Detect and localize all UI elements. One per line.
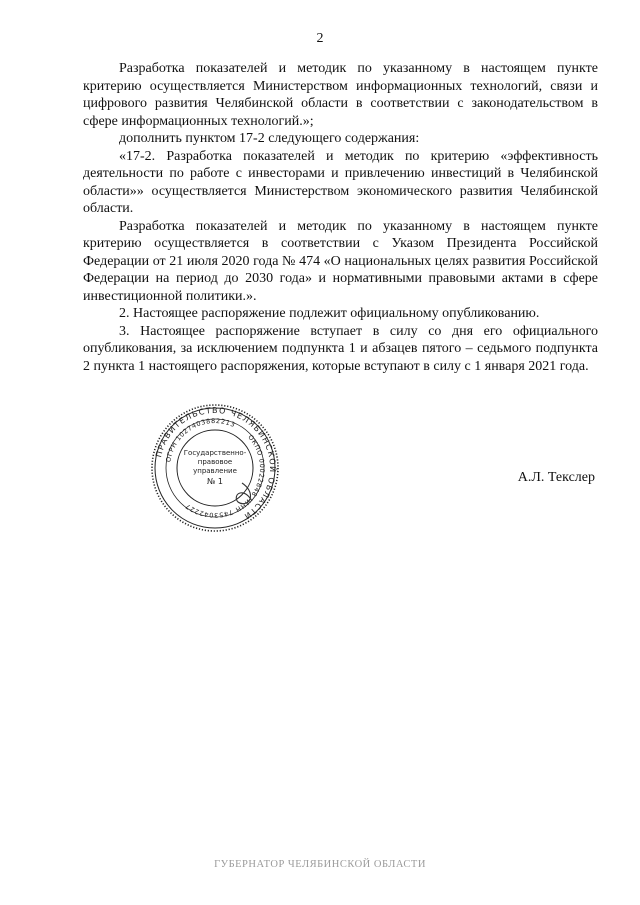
- seal-inner-line2: правовое: [197, 458, 233, 466]
- seal-inner-number: № 1: [207, 477, 223, 486]
- seal-inner-line1: Государственно-: [183, 449, 247, 457]
- page-number: 2: [316, 31, 324, 46]
- official-seal: [150, 403, 280, 533]
- seal-ogrn-text: ОГРН 1027403882213: [164, 416, 237, 463]
- paragraph-methods-it: Разработка показателей и методик по указанному в настоящем пункте критерию осуществляется Министерством информационных технологий, связи и цифрового развития Челябинской области в соответствии с законодательством в сфере информационных технологий.»;: [83, 61, 598, 129]
- footer-governor: ГУБЕРНАТОР ЧЕЛЯБИНСКОЙ ОБЛАСТИ: [214, 859, 426, 870]
- signatory-name: А.Л. Текслер: [517, 470, 595, 485]
- paragraph-methods-decree: Разработка показателей и методик по указанному в настоящем пункте критерию осуществляется в соответствии с Указом Президента Российской Федерации от 21 июля 2020 года № 474 «О национальных целях развития Российской Федерации на период до 2030 года» и нормативными правовыми актами в сфере инвестиционной политики.».: [83, 218, 598, 304]
- document-body: [83, 60, 598, 375]
- paragraph-item-3: 3. Настоящее распоряжение вступает в силу со дня его официального опубликования, за исключением подпункта 1 и абзацев пятого – седьмого подпункта 2 пункта 1 настоящего распоряжения, которые вступают в силу с 1 января 2021 года.: [83, 323, 598, 374]
- seal-inner-line3: управление: [193, 467, 237, 475]
- seal-outer-text: ПРАВИТЕЛЬСТВО ЧЕЛЯБИНСКОЙ ОБЛАСТИ: [154, 405, 278, 522]
- paragraph-item-2: 2. Настоящее распоряжение подлежит официальному опубликованию.: [119, 306, 540, 321]
- paragraph-add-17-2: дополнить пунктом 17-2 следующего содержания:: [119, 131, 420, 146]
- seal-okpo-text: ОКПО 00022848: [246, 433, 267, 499]
- paragraph-17-2: «17-2. Разработка показателей и методик по критерию «эффективность деятельности по работе с инвесторами и привлечению инвестиций в Челябинской области»» осуществляется Министерством экономического развития Челябинской области.: [83, 148, 598, 216]
- seal-inn-text: ИНН 7453042227: [183, 497, 252, 520]
- svg-text:ИНН 7453042227: [184, 497, 252, 519]
